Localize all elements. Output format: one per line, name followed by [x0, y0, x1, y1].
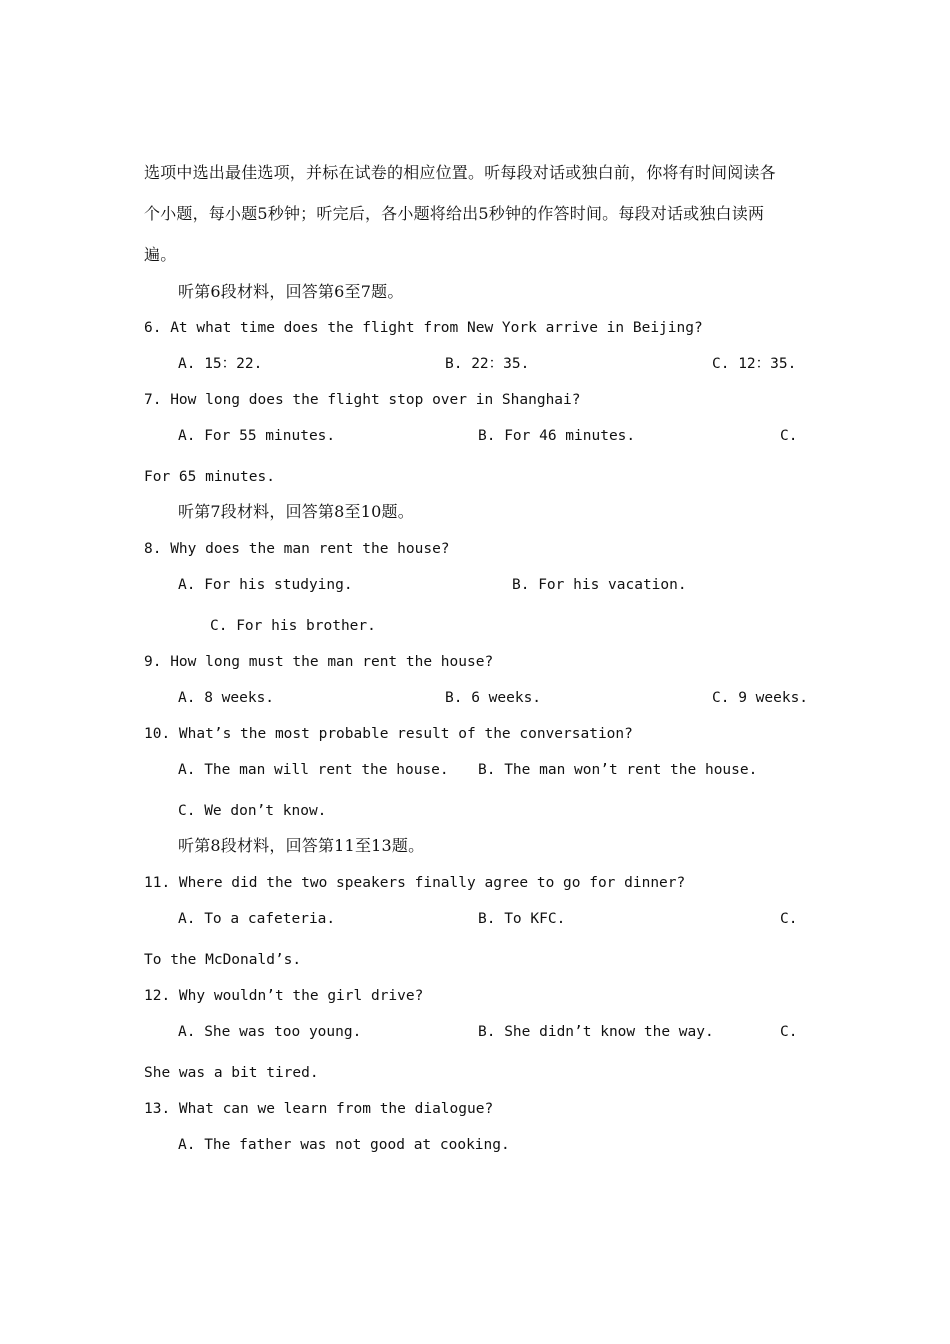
question-12-option-b: B. She didn’t know the way. — [478, 1024, 714, 1040]
question-7-option-a: A. For 55 minutes. — [178, 428, 336, 444]
question-12-stem: 12. Why wouldn’t the girl drive? — [144, 988, 424, 1004]
question-7-option-c-text: For 65 minutes. — [144, 469, 275, 485]
question-7-option-b: B. For 46 minutes. — [478, 428, 636, 444]
intro-line-1: 选项中选出最佳选项，并标在试卷的相应位置。听每段对话或独白前，你将有时间阅读各 — [144, 163, 776, 182]
question-7-stem: 7. How long does the flight stop over in Shanghai? — [144, 392, 581, 408]
question-12-option-c-label: C. — [780, 1024, 798, 1040]
intro-line-3: 遍。 — [144, 245, 177, 264]
question-8-option-b: B. For his vacation. — [512, 577, 687, 593]
question-8-stem: 8. Why does the man rent the house? — [144, 541, 450, 557]
question-13-stem: 13. What can we learn from the dialogue? — [144, 1101, 494, 1117]
question-10-option-b: B. The man won’t rent the house. — [478, 762, 758, 778]
question-13-option-a: A. The father was not good at cooking. — [178, 1137, 510, 1153]
question-6-option-b: B. 22：35. — [445, 356, 530, 372]
question-11-option-a: A. To a cafeteria. — [178, 911, 336, 927]
question-12-option-c-text: She was a bit tired. — [144, 1065, 319, 1081]
question-8-option-a: A. For his studying. — [178, 577, 353, 593]
intro-line-2: 个小题，每小题5秒钟；听完后，各小题将给出5秒钟的作答时间。每段对话或独白读两 — [144, 204, 765, 223]
question-9-option-b: B. 6 weeks. — [445, 690, 542, 706]
question-9-stem: 9. How long must the man rent the house? — [144, 654, 494, 670]
question-11-option-c-text: To the McDonald’s. — [144, 952, 302, 968]
question-11-option-c-label: C. — [780, 911, 798, 927]
question-10-stem: 10. What’s the most probable result of the conversation? — [144, 726, 633, 742]
question-6-option-c: C. 12：35. — [712, 356, 797, 372]
question-6-stem: 6. At what time does the flight from New York arrive in Beijing? — [144, 320, 703, 336]
question-8-option-c: C. For his brother. — [210, 618, 376, 634]
section-8-heading: 听第8段材料，回答第11至13题。 — [178, 836, 425, 855]
section-6-heading: 听第6段材料，回答第6至7题。 — [178, 282, 404, 301]
question-12-option-a: A. She was too young. — [178, 1024, 362, 1040]
question-10-option-c: C. We don’t know. — [178, 803, 327, 819]
section-7-heading: 听第7段材料，回答第8至10题。 — [178, 502, 414, 521]
question-11-stem: 11. Where did the two speakers finally agree to go for dinner? — [144, 875, 686, 891]
question-9-option-c: C. 9 weeks. — [712, 690, 809, 706]
question-9-option-a: A. 8 weeks. — [178, 690, 275, 706]
question-6-option-a: A. 15：22. — [178, 356, 263, 372]
question-11-option-b: B. To KFC. — [478, 911, 566, 927]
question-7-option-c-label: C. — [780, 428, 798, 444]
question-10-option-a: A. The man will rent the house. — [178, 762, 449, 778]
